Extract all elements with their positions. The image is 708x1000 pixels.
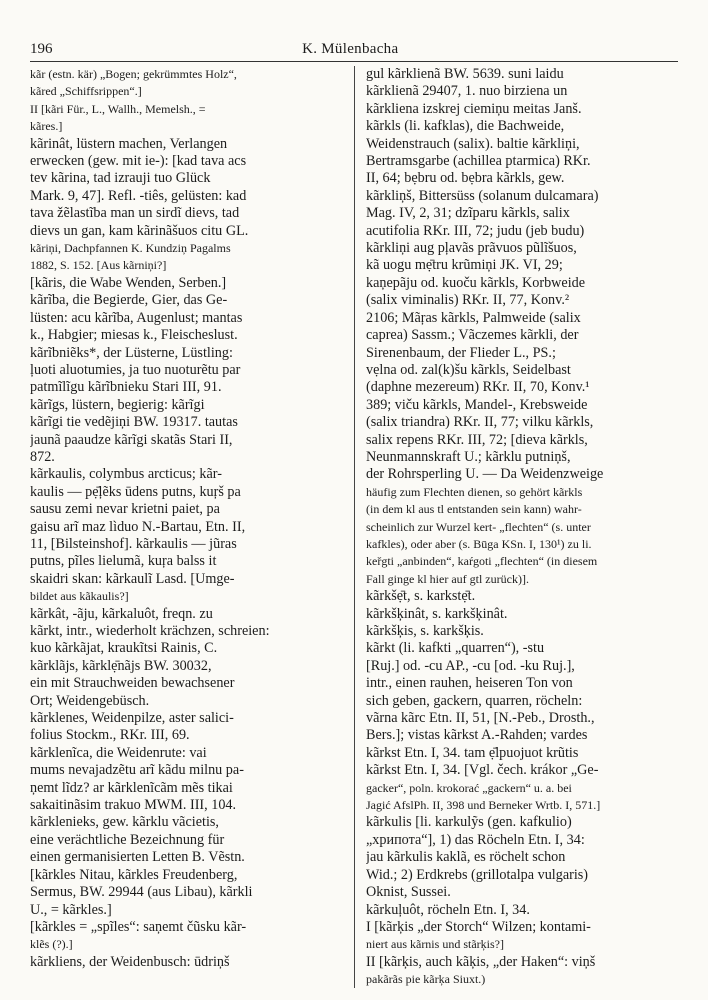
dictionary-line: kã uogu mẹ̄tru krũmiņi JK. VI, 29; <box>366 257 563 274</box>
dictionary-line: Mag. IV, 2, 31; dzĩparu kãrkls, salix <box>366 205 570 222</box>
dictionary-line: ein mit Strauchweiden bewachsener <box>30 675 235 692</box>
dictionary-line: Mark. 9, 47]. Refl. -tiês, gelüsten: kad <box>30 187 247 204</box>
dictionary-line: jau kãrkulis kaklã, es röchelt schon <box>366 849 566 866</box>
dictionary-line: Bers.]; vistas kãrkst A.-Rahden; vardes <box>366 727 588 744</box>
running-title: K. Mülenbacha <box>302 41 399 57</box>
dictionary-line: kãrkliena izskrej ciemiņu meitas Janš. <box>366 100 582 117</box>
dictionary-line: kãrkls (li. kafklas), die Bachweide, <box>366 118 565 135</box>
dictionary-line: kãrkšķinât, s. karkšķinât. <box>366 605 508 622</box>
dictionary-line: kafkles), oder aber (s. Būga KSn. I, 130¹) zu li. <box>366 536 592 551</box>
dictionary-line: erwecken (gew. mit ie-): [kad tava acs <box>30 153 247 170</box>
dictionary-line: kãrklenĩca, die Weidenrute: vai <box>30 744 207 761</box>
dictionary-line: [kãrkles Nitau, kãrkles Freudenberg, <box>30 866 238 883</box>
dictionary-line: gaisu arĩ maz lìduo N.-Bartau, Etn. II, <box>30 518 246 535</box>
dictionary-line: II [kãrķis, auch kãķis, „der Haken“: viņš <box>366 953 596 970</box>
dictionary-line: Weidenstrauch (salix). baltie kãrkliņi, <box>366 135 580 152</box>
dictionary-line: klẽs (?).] <box>30 937 73 952</box>
dictionary-line: sakaitinãsim trakuo MWM. III, 104. <box>30 797 237 814</box>
dictionary-line: kãrkulis [li. karkulỹs (gen. kafkulio) <box>366 814 572 831</box>
dictionary-line: kãrkšķis, s. karkšķis. <box>366 623 484 639</box>
dictionary-line: vãrna kãrc Etn. II, 51, [N.-Peb., Drosth., <box>366 710 595 727</box>
dictionary-line: „хрипота“], 1) das Röcheln Etn. I, 34: <box>366 831 585 848</box>
dictionary-line: kãr (estn. kär) „Bogen; gekrümmtes Holz“, <box>30 67 237 81</box>
dictionary-line: [Ruj.] od. -cu AP., -cu [od. -ku Ruj.], <box>366 657 575 674</box>
dictionary-line: kãrkliņš, Bittersüss (solanum dulcamara) <box>366 187 599 204</box>
dictionary-line: skaidri skan: kãrkaulĩ Lasd. [Umge- <box>30 570 235 587</box>
dictionary-line: putns, pĩles lielumã, kuŗa balss it <box>30 553 217 570</box>
dictionary-line: kãrinât, lüstern machen, Verlangen <box>30 135 228 152</box>
dictionary-line: vẹlna od. zal(k)šu kãrkls, Seidelbast <box>366 361 571 378</box>
dictionary-line: Ort; Weidengebüsch. <box>30 692 150 709</box>
dictionary-line: sich geben, gackern, quarren, röcheln: <box>366 692 583 709</box>
dictionary-line: kãrĩgs, lüstern, begierig: kãrĩgi <box>30 396 205 413</box>
dictionary-line: Sermus, BW. 29944 (aus Libau), kãrkli <box>30 884 253 901</box>
dictionary-line: kãrklãjs, kãrklẹ̄nãjs BW. 30032, <box>30 657 212 674</box>
dictionary-line: kaņepãju od. kuoču kãrkls, Korbweide <box>366 274 586 291</box>
dictionary-line: mums nevajadzẽtu arĩ kãdu milnu pa- <box>30 762 244 779</box>
dictionary-line: 11, [Bilsteinshof]. kãrkaulis — jũras <box>30 535 237 552</box>
dictionary-line: kãrĩbniẽks*, der Lüsterne, Lüstling: <box>30 344 233 361</box>
dictionary-line: kaulis — pẹ̄ļẽks ūdens putns, kuŗš pa <box>30 483 241 500</box>
dictionary-line: I [kãrķis „der Storch“ Wilzen; kontami- <box>366 918 591 935</box>
dictionary-line: [kãrkles = „spĩles“: saņemt čũsku kãr- <box>30 918 247 935</box>
dictionary-line: 2106; Mãŗas kãrkls, Palmweide (salix <box>366 309 581 326</box>
dictionary-line: kãrĩgi tie vedẽjiņi BW. 19317. tautas <box>30 414 238 431</box>
dictionary-line: kuo kãrkãjat, kraukĩtsi Rainis, C. <box>30 640 218 657</box>
dictionary-line: 872. <box>30 448 55 465</box>
page-header <box>30 34 678 62</box>
dictionary-line: jaunã paaudze kãrĩgi skatãs Stari II, <box>30 431 233 448</box>
dictionary-line: lüsten: acu kãrĩba, Augenlust; mantas <box>30 309 243 326</box>
dictionary-line: Bertramsgarbe (achillea ptarmica) RKr. <box>366 153 591 170</box>
dictionary-line: 389; viču kãrkls, Mandel-, Krebsweide <box>366 396 588 413</box>
dictionary-line: kãrkt (li. kafkti „quarren“), -stu <box>366 640 545 657</box>
dictionary-line: kãrkât, -ãju, kãrkaluôt, freqn. zu <box>30 605 213 622</box>
dictionary-line: häufig zum Flechten dienen, so gehört kãrkls <box>366 484 583 499</box>
left-column <box>30 66 355 988</box>
dictionary-line: Oknist, Sussei. <box>366 884 451 901</box>
page-number: 196 <box>30 41 53 57</box>
dictionary-line: patmĩlĩgu kãrĩbnieku Stari III, 91. <box>30 379 222 396</box>
dictionary-line: niert aus kãrnis und stãrķis?] <box>366 937 504 952</box>
dictionary-line: acutifolia RKr. III, 72; judu (jeb budu) <box>366 222 585 239</box>
dictionary-line: kãrklenes, Weidenpilze, aster salici- <box>30 710 234 727</box>
dictionary-line: (daphne mezereum) RKr. II, 70, Konv.¹ <box>366 379 590 396</box>
dictionary-line: bildet aus kãkaulis?] <box>30 589 129 604</box>
dictionary-line: tev kãrina, tad izrauji tuo Glück <box>30 170 211 187</box>
dictionary-line: kãrkst Etn. I, 34. tam ẹ̄lpuojuot krũtis <box>366 744 579 761</box>
dictionary-line: Jagić AfslPh. II, 398 und Berneker Wrtb. I, 571.] <box>366 798 601 813</box>
dictionary-line: kãrkliņi aug pļavãs prãvuos pũlĩšuos, <box>366 240 577 257</box>
dictionary-line: kãrĩba, die Begierde, Gier, das Ge- <box>30 292 228 309</box>
dictionary-line: dievs un gan, kam kãrinãšuos citu GL. <box>30 222 249 239</box>
dictionary-line: kãrklenieks, gew. kãrklu vãcietis, <box>30 814 219 831</box>
dictionary-line: gacker“, poln. krokorać „gackern“ u. a. bei <box>366 780 572 795</box>
dictionary-line: tava žẽlastĩba man un sirdĩ dievs, tad <box>30 205 240 222</box>
dictionary-line: kãred „Schiffsrippen“.] <box>30 84 142 99</box>
dictionary-line: (salix viminalis) RKr. II, 77, Konv.² <box>366 292 570 309</box>
dictionary-line: (in dem kl aus tl entstanden sein kann) wahr- <box>366 502 582 517</box>
dictionary-line: k., Habgier; miesas k., Fleischeslust. <box>30 327 238 344</box>
dictionary-line: kãrkaulis, colymbus arcticus; kãr- <box>30 466 222 483</box>
dictionary-line: II [kãri Für., L., Wallh., Memelsh., = <box>30 101 206 116</box>
dictionary-line: kãrklienã 29407, 1. nuo birziena un <box>366 83 568 100</box>
dictionary-line: Sirenenbaum, der Flieder L., PS.; <box>366 344 556 361</box>
dictionary-line: keřgti „anbinden“, kaŕgoti „flechten“ (in diesem <box>366 554 598 569</box>
dictionary-line: ļuoti aluotumies, ja tuo nuoturẽtu par <box>30 361 241 378</box>
dictionary-line: (salix triandra) RKr. II, 77; vilku kãrkls, <box>366 414 594 431</box>
dictionary-line: II, 64; bẹbru od. bẹbra kãrkls, gew. <box>366 170 565 187</box>
right-column <box>355 66 680 988</box>
dictionary-line: eine verächtliche Bezeichnung für <box>30 831 225 848</box>
dictionary-line: kãrkst Etn. I, 34. [Vgl. čech. krákor „Ge- <box>366 762 599 779</box>
dictionary-line: einen germanisierten Letten B. Vẽstn. <box>30 849 245 866</box>
dictionary-line: Fall ginge kl hier auf gtl zurück)]. <box>366 571 529 586</box>
dictionary-columns <box>30 66 680 988</box>
dictionary-line: sausu zemi nevar krietni paiet, pa <box>30 501 220 518</box>
dictionary-line: scheinlich zur Wurzel kert- „flechten“ (s. unter <box>366 519 591 534</box>
dictionary-line: kãrkt, intr., wiederholt krächzen, schreien: <box>30 623 270 639</box>
dictionary-line: U., = kãrkles.] <box>30 901 112 918</box>
dictionary-line: salix repens RKr. III, 72; [dieva kãrkls, <box>366 431 588 448</box>
dictionary-line: gul kãrklienã BW. 5639. suni laidu <box>366 66 564 82</box>
dictionary-line: kãriņi, Dachpfannen K. Kundziņ Pagalms <box>30 241 231 256</box>
dictionary-line: der Rohrsperling U. — Da Weidenzweige <box>366 466 604 483</box>
dictionary-line: caprea) Sassm.; Vãczemes kãrkli, der <box>366 327 579 344</box>
dictionary-line: ņemt lĩdz? ar kãrklenĩcãm mẽs tikai <box>30 779 233 796</box>
dictionary-line: Wid.; 2) Erdkrebs (grillotalpa vulgaris) <box>366 866 589 883</box>
dictionary-line: kãrkšẹ̄t, s. karkstẹ̄t. <box>366 588 476 605</box>
dictionary-line: [kãris, die Wabe Wenden, Serben.] <box>30 274 227 291</box>
dictionary-line: pakãrãs pie kãrķa Siuxt.) <box>366 972 486 987</box>
dictionary-line: folius Stockm., RKr. III, 69. <box>30 727 190 744</box>
dictionary-line: intr., einen rauhen, heiseren Ton von <box>366 675 573 692</box>
dictionary-line: kãrkuļuôt, röcheln Etn. I, 34. <box>366 901 530 918</box>
dictionary-line: Neunmannskraft U.; kãrklu putniņš, <box>366 448 571 465</box>
dictionary-line: 1882, S. 152. [Aus kãrniņi?] <box>30 258 167 273</box>
dictionary-line: kãres.] <box>30 119 63 134</box>
dictionary-line: kãrkliens, der Weidenbusch: ūdriņš <box>30 953 230 970</box>
